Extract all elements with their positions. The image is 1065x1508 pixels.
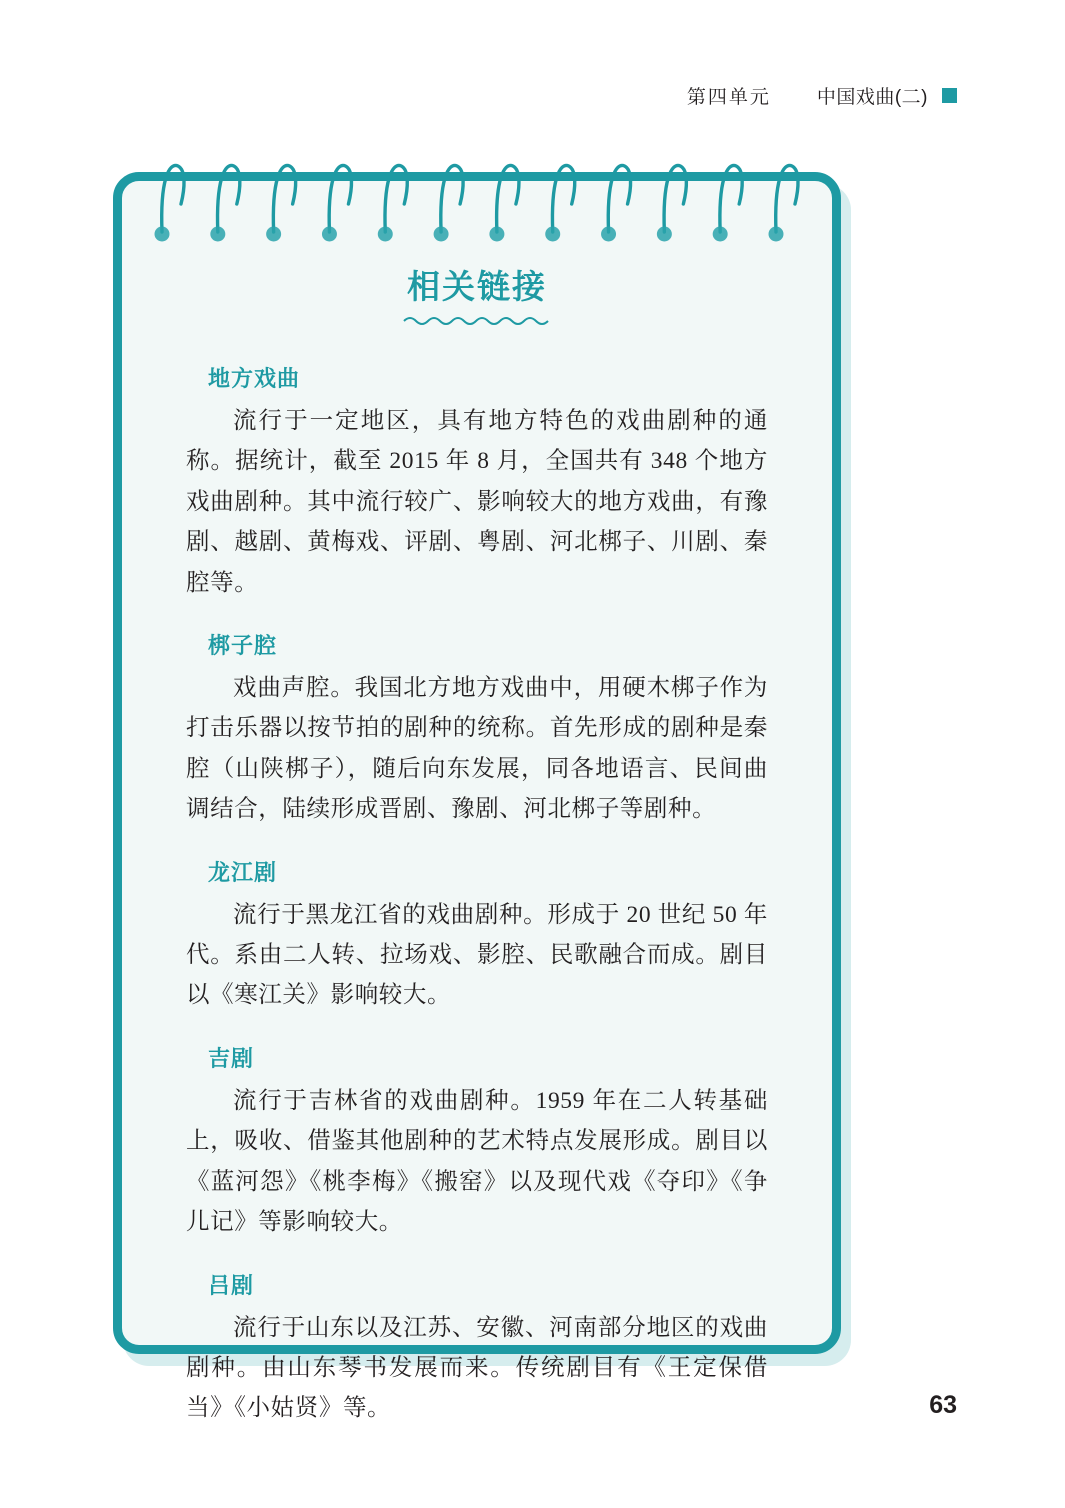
- squiggle-underline-icon: [402, 314, 552, 326]
- running-head: [687, 82, 957, 109]
- section-heading: 吉剧: [208, 1045, 255, 1071]
- section-body: 流行于吉林省的戏曲剧种。1959 年在二人转基础上，吸收、借鉴其他剧种的艺术特点发展形成。剧目以《蓝河怨》《桃李梅》《搬窑》以及现代戏《夺印》《争儿记》等影响较大。: [186, 1087, 768, 1236]
- section-body: 戏曲声腔。我国北方地方戏曲中，用硬木梆子作为打击乐器以按节拍的剧种的统称。首先形成的剧种是秦腔（山陕梆子），随后向东发展，同各地语言、民间曲调结合，陆续形成晋剧、豫剧、河北梆子等剧种。: [186, 675, 768, 823]
- related-links-card: [113, 172, 841, 1422]
- section-local-opera: [186, 362, 768, 603]
- running-head-topic: 中国戏曲(二): [816, 87, 928, 108]
- card-inner: [140, 199, 814, 1422]
- card-title-block: [140, 261, 814, 326]
- section-body: 流行于山东以及江苏、安徽、河南部分地区的戏曲剧种。由山东琴书发展而来。传统剧目有《王定保借当》《小姑贤》等。: [186, 1314, 768, 1422]
- square-marker-icon: [942, 88, 957, 103]
- section-body: 流行于黑龙江省的戏曲剧种。形成于 20 世纪 50 年代。系由二人转、拉场戏、影腔、民歌融合而成。剧目以《寒江关》影响较大。: [186, 901, 768, 1009]
- sections-container: [140, 362, 814, 1429]
- running-head-unit: 第四单元: [686, 87, 771, 108]
- page-number: 63: [929, 1391, 957, 1419]
- section-lvju: [186, 1269, 768, 1429]
- section-heading: 龙江剧: [208, 859, 278, 885]
- section-heading: 梆子腔: [208, 633, 278, 659]
- section-heading: 吕剧: [208, 1272, 255, 1298]
- section-longjiangju: [186, 856, 768, 1016]
- section-body: 流行于一定地区，具有地方特色的戏曲剧种的通称。据统计，截至 2015 年 8 月，全国共有 348 个地方戏曲剧种。其中流行较广、影响较大的地方戏曲，有豫剧、越剧、黄梅戏、评剧、粤剧、河北梆子、川剧、秦腔等。: [186, 408, 768, 596]
- card-title: 相关链接: [407, 268, 547, 305]
- section-bangziqiang: [186, 629, 768, 830]
- section-heading: 地方戏曲: [208, 366, 301, 391]
- section-jiju: [186, 1042, 768, 1243]
